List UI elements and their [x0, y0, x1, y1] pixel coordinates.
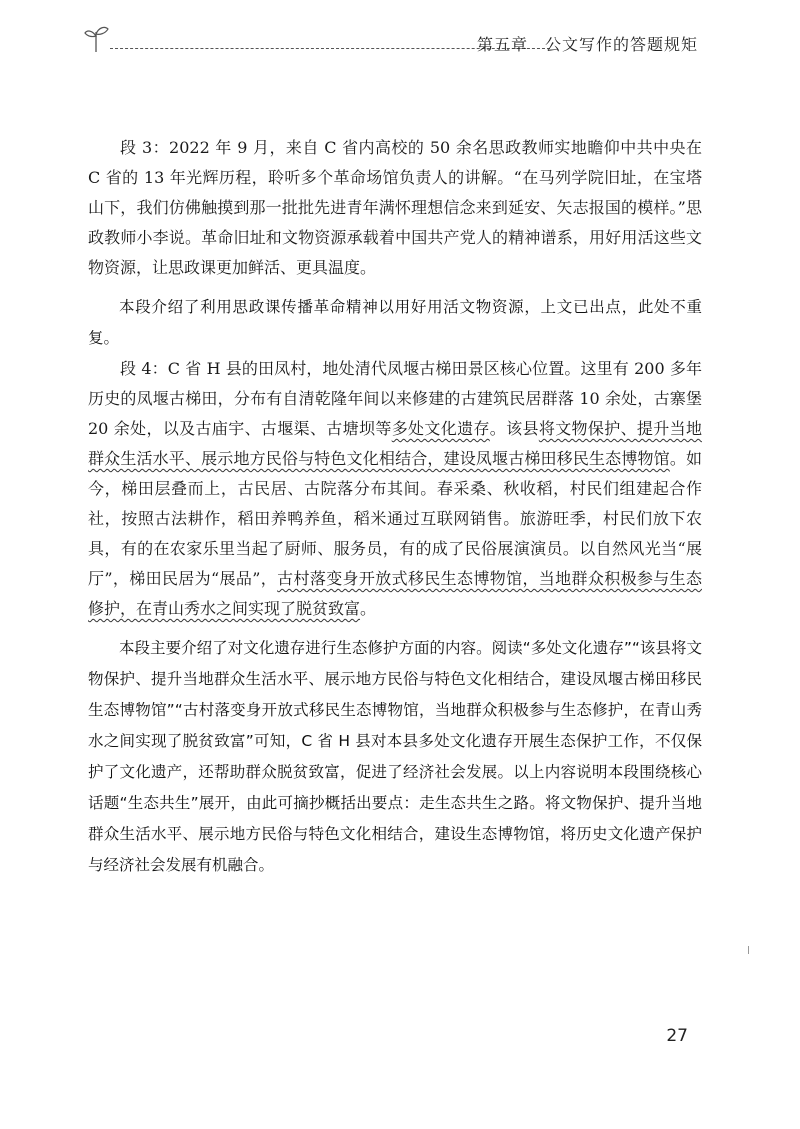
segment-4-part-b: 。该县	[489, 419, 539, 438]
segment-3-text: 段 3：2022 年 9 月，来自 C 省内高校的 50 余名思政教师实地瞻仰中共中央在 C 省的 13 年光辉历程，聆听多个革命场馆负责人的讲解。“在马列学院旧址，在宝塔山下，我们仿佛触摸到那一批批先进青年满怀理想信念来到延安、矢志报国的模样。”思政教师小李说。革命旧址和文物资源承载着中国共产党人的精神谱系，用好用活这些文物资源，让思政课更加鲜活、更具温度。	[88, 138, 702, 277]
margin-mark	[748, 946, 749, 954]
underlined-phrase-1: 多处文化遗存	[391, 419, 490, 438]
page-body	[88, 133, 702, 881]
segment-4-text	[88, 354, 702, 624]
underlined-phrase-2: 将文物保护、提升当地群众生活水平、展示地方民俗与特色文化相结合，建设凤堰古梯田移民生态博物馆	[88, 419, 702, 468]
chapter-title: 第五章 公文写作的答题规矩	[476, 35, 698, 54]
page-header	[84, 22, 724, 58]
underlined-phrase-3: 古村落变身开放式移民生态博物馆，当地群众积极参与生态修护，在青山秀水之间实现了脱贫致富	[88, 569, 702, 618]
segment-4-part-d: 。	[360, 599, 377, 618]
segment-4-analysis: 本段主要介绍了对文化遗存进行生态修护方面的内容。阅读“多处文化遗存”“该县将文物保护、提升当地群众生活水平、展示地方民俗与特色文化相结合，建设凤堰古梯田移民生态博物馆”“古村落变身开放式移民生态博物馆，当地群众积极参与生态修护，在青山秀水之间实现了脱贫致富”可知，C 省 H 县对本县多处文化遗存开展生态保护工作，不仅保护了文化遗产，还帮助群众脱贫致富，促进了经济社会发展。以上内容说明本段围绕核心话题“生态共生”展开，由此可摘抄概括出要点：走生态共生之路。将文物保护、提升当地群众生活水平、展示地方民俗与特色文化相结合，建设生态博物馆，将历史文化遗产保护与经济社会发展有机融合。	[88, 639, 702, 874]
segment-4-part-a: 段 4：C 省 H 县的田凤村，地处清代凤堰古梯田景区核心位置。这里有 200 多年历史的凤堰古梯田，分布有自清乾隆年间以来修建的古建筑民居群落 10 余处，古寨堡 20 余处，以及古庙宇、古堰渠、古塘坝等	[88, 359, 702, 438]
sprout-icon	[84, 24, 110, 54]
page-number: 27	[666, 1026, 688, 1046]
segment-4-part-c: 。如今，梯田层叠而上，古民居、古院落分布其间。春采桑、秋收稻，村民们组建起合作社，按照古法耕作，稻田养鸭养鱼，稻米通过互联网销售。旅游旺季，村民们放下农具，有的在农家乐里当起了厨师、服务员，有的成了民俗展演演员。以自然风光当“展厅”，梯田民居为“展品”，	[88, 449, 702, 588]
segment-3-analysis: 本段介绍了利用思政课传播革命精神以用好用活文物资源，上文已出点，此处不重复。	[88, 298, 702, 347]
